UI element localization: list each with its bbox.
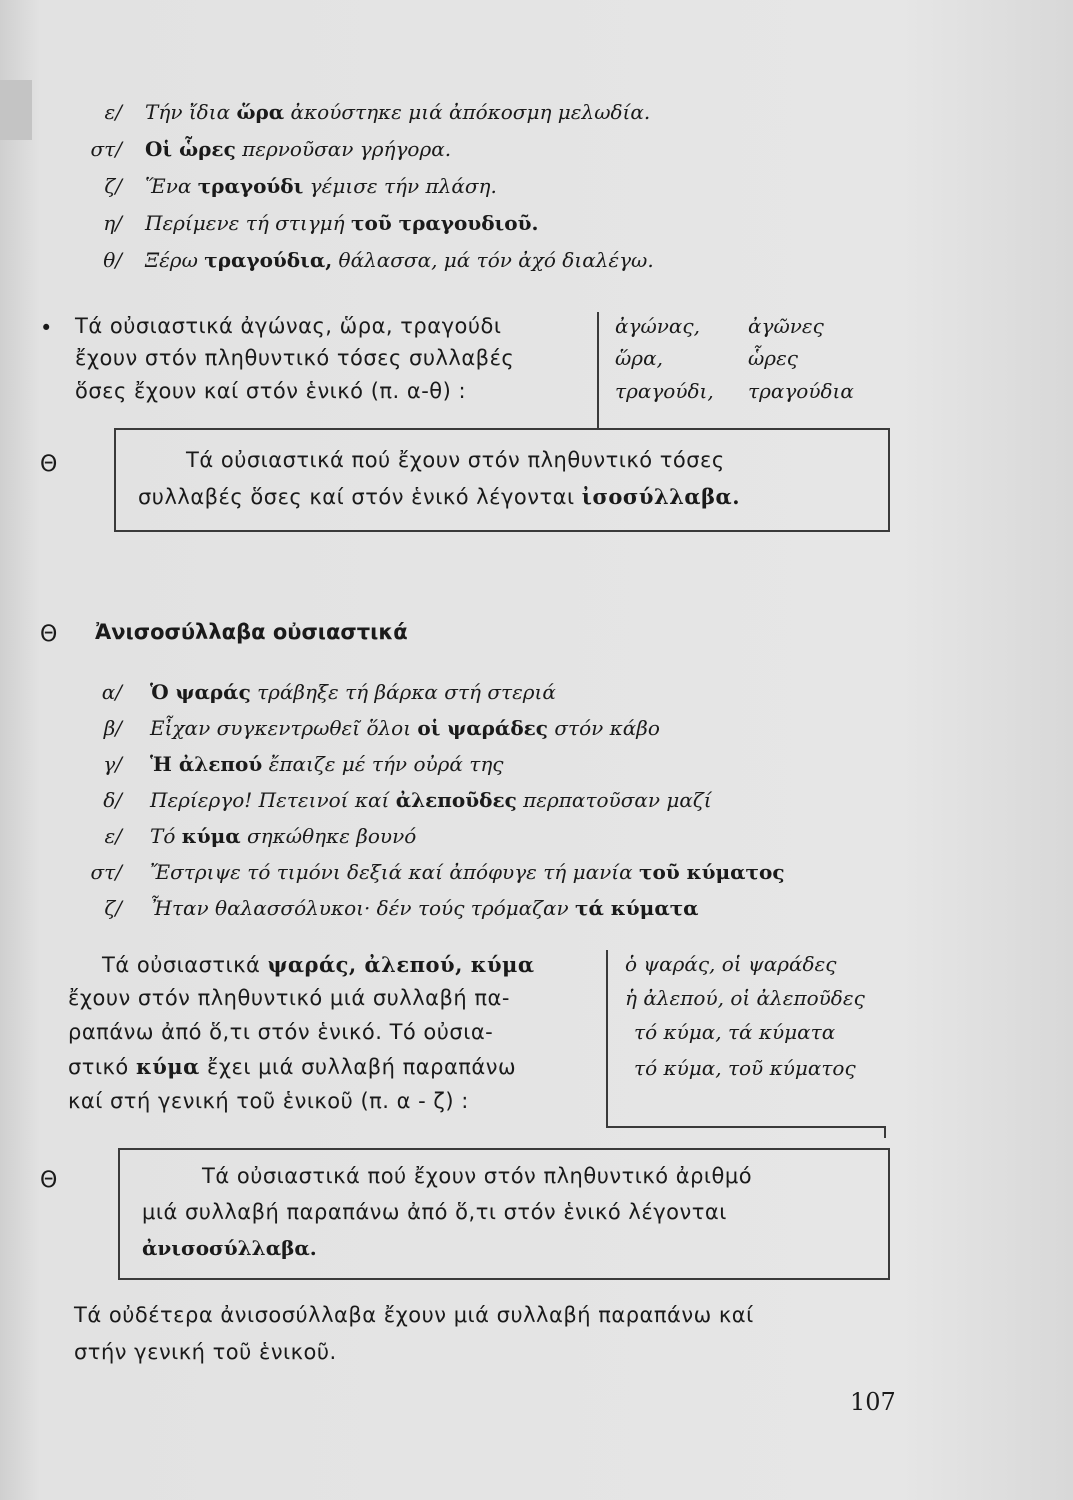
term-isosyllaba: ἰσοσύλλαβα. [581, 484, 741, 509]
rule2-pair-4: τό κύμα, τοῦ κύματος [634, 1056, 856, 1080]
rule2-line-4-post: ἔχει μιά συλλαβή παραπάνω [199, 1055, 517, 1079]
sentence-text: Ξέρω [145, 248, 205, 272]
sentence-text: στόν κάβο [548, 716, 660, 740]
rule2-pair-2: ἡ ἀλεπού, οἱ ἀλεποῦδες [625, 986, 865, 1010]
term-anisosyllaba: ἀνισοσύλλαβα. [142, 1236, 317, 1260]
definition-box-1 [114, 428, 890, 532]
rule1-line-3: ὅσες ἔχουν καί στόν ἑνικό (π. α-θ) : [75, 379, 467, 403]
example-bottom-label: δ/ [103, 788, 122, 812]
sentence-text: ἔπαιζε μέ τήν οὐρά της [262, 752, 504, 776]
example-bottom-sentence [150, 824, 416, 848]
closing-line-1: Τά οὐδέτερα ἀνισοσύλλαβα ἔχουν μιά συλλαβή παραπάνω καί [74, 1303, 754, 1327]
rule2-line-1-text: Τά οὐσιαστικά [102, 953, 268, 977]
highlighted-noun: τοῦ τραγουδιοῦ. [351, 211, 539, 235]
example-top-sentence [145, 211, 538, 235]
rule2-line-1-terms: ψαράς, ἀλεπού, κύμα [267, 952, 535, 977]
sentence-text: Τήν ἴδια [145, 100, 237, 124]
rule2-divider [606, 950, 608, 1126]
example-top-label: θ/ [103, 248, 122, 272]
rule2-line-4 [68, 1054, 516, 1079]
page-spine-shadow [0, 80, 32, 140]
sentence-text: Τό [150, 824, 182, 848]
definition-1-line-2 [138, 484, 740, 509]
rule1-line-1: Τά οὐσιαστικά ἀγώνας, ὥρα, τραγούδι [75, 314, 502, 338]
definition-box-2 [118, 1148, 890, 1280]
example-bottom-sentence [150, 860, 785, 884]
highlighted-noun: τοῦ κύματος [639, 860, 785, 884]
example-bottom-sentence [150, 788, 712, 812]
rule2-line-1 [102, 952, 535, 977]
rule1-line-2: ἔχουν στόν πληθυντικό τόσες συλλαβές [75, 346, 515, 370]
rule2-divider-corner [884, 1126, 886, 1138]
sentence-text: Ἕνα [145, 174, 198, 198]
rule2-divider-bottom [606, 1126, 886, 1128]
section-title: Ἀνισοσύλλαβα οὐσιαστικά [95, 620, 408, 644]
sentence-text: θάλασσα, μά τόν ἀχό διαλέγω. [332, 248, 654, 272]
example-bottom-label: στ/ [90, 860, 122, 884]
example-top-sentence [145, 137, 451, 161]
highlighted-noun: κύμα [181, 824, 241, 848]
sentence-text: Περίμενε τή στιγμή [145, 211, 352, 235]
highlighted-noun: τραγούδια, [204, 248, 333, 272]
rule2-line-4-pre: στικό [68, 1055, 136, 1079]
rule2-line-3: ραπάνω ἀπό ὅ,τι στόν ἑνικό. Τό οὐσια- [68, 1020, 494, 1044]
rule1-sg-3: τραγούδι, [615, 379, 714, 403]
example-bottom-sentence [150, 680, 556, 704]
rule2-line-5: καί στή γενική τοῦ ἑνικοῦ (π. α - ζ) : [68, 1089, 469, 1113]
page-number: 107 [850, 1388, 896, 1416]
rule1-bullet: • [40, 316, 53, 340]
rule1-divider [597, 312, 599, 430]
example-top-label: ε/ [104, 100, 122, 124]
sentence-text: Ἔστριψε τό τιμόνι δεξιά καί ἀπόφυγε τή μανία [150, 860, 640, 884]
highlighted-noun: Οἱ ὧρες [145, 137, 236, 161]
sentence-text: περπατοῦσαν μαζί [516, 788, 712, 812]
example-bottom-label: γ/ [103, 752, 122, 776]
example-bottom-sentence [150, 716, 660, 740]
example-top-label: στ/ [90, 137, 122, 161]
highlighted-noun: Ἡ ἀλεπού [150, 752, 263, 776]
rule1-sg-1: ἀγώνας, [615, 314, 700, 338]
sentence-text: τράβηξε τή βάρκα στή στεριά [250, 680, 556, 704]
highlighted-noun: ὥρα [236, 100, 285, 124]
rule2-pair-3: τό κύμα, τά κύματα [634, 1020, 836, 1044]
rule1-pl-1: ἀγῶνες [748, 314, 824, 338]
definition-1-text: συλλαβές ὅσες καί στόν ἑνικό λέγονται [138, 485, 582, 509]
sentence-text: Περίεργο! Πετεινοί καί [150, 788, 396, 812]
sentence-text: σηκώθηκε βουνό [240, 824, 417, 848]
highlighted-noun: τά κύματα [575, 896, 699, 920]
example-bottom-sentence [150, 896, 699, 920]
example-top-label: η/ [103, 211, 122, 235]
rule1-pl-3: τραγούδια [748, 379, 854, 403]
rule2-line-2: ἔχουν στόν πληθυντικό μιά συλλαβή πα- [68, 986, 510, 1010]
example-bottom-label: ζ/ [104, 896, 122, 920]
rule1-pl-2: ὧρες [748, 346, 798, 370]
example-top-sentence [145, 100, 650, 124]
highlighted-noun: τραγούδι [197, 174, 304, 198]
sentence-text: Ἦταν θαλασσόλυκοι· δέν τούς τρόμαζαν [150, 896, 575, 920]
highlighted-noun: ἀλεποῦδες [395, 788, 517, 812]
sentence-text: Εἶχαν συγκεντρωθεῖ ὅλοι [150, 716, 418, 740]
rule2-line-4-term: κύμα [135, 1054, 200, 1079]
example-bottom-label: α/ [101, 680, 122, 704]
sentence-text: ἀκούστηκε μιά ἀπόκοσμη μελωδία. [284, 100, 651, 124]
highlighted-noun: Ὁ ψαράς [150, 680, 251, 704]
example-top-label: ζ/ [104, 174, 122, 198]
sentence-text: περνοῦσαν γρήγορα. [235, 137, 452, 161]
definition-2-line-2: μιά συλλαβή παραπάνω ἀπό ὅ,τι στόν ἑνικό λέγονται [142, 1200, 727, 1224]
rule1-sg-2: ὥρα, [615, 346, 663, 370]
definition-2-line-1: Τά οὐσιαστικά πού ἔχουν στόν πληθυντικό ἀριθμό [202, 1164, 753, 1188]
example-top-sentence [145, 248, 654, 272]
highlighted-noun: οἱ ψαράδες [417, 716, 548, 740]
definition-symbol-1: Θ [40, 452, 58, 477]
definition-1-line-1: Τά οὐσιαστικά πού ἔχουν στόν πληθυντικό τόσες [186, 448, 725, 472]
rule2-pair-1: ὁ ψαράς, οἱ ψαράδες [625, 952, 837, 976]
example-bottom-label: ε/ [104, 824, 122, 848]
closing-line-2: στήν γενική τοῦ ἑνικοῦ. [74, 1340, 337, 1364]
example-bottom-label: β/ [103, 716, 122, 740]
section-symbol: Θ [40, 622, 58, 647]
example-top-sentence [145, 174, 497, 198]
sentence-text: γέμισε τήν πλάση. [303, 174, 497, 198]
example-bottom-sentence [150, 752, 504, 776]
definition-symbol-2: Θ [40, 1168, 58, 1193]
